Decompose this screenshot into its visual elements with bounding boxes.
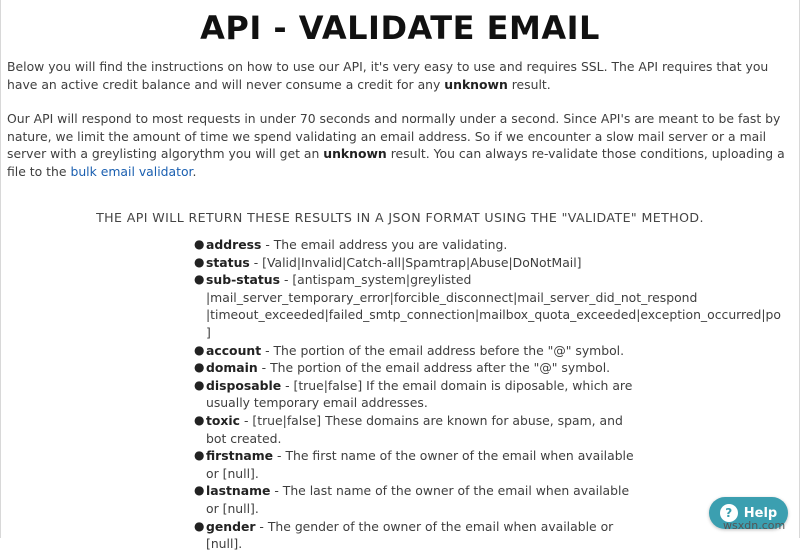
intro-p2-text: Our API will respond to most requests in under 70 seconds and normally under a second. Since API's are meant to be fast by nature, we limit the amount of time we spend validating an email address. So if we encounter a slow mail server or a mail server with a greylisting algorythm you will get an [7,111,781,161]
field-description: - The gender of the owner of the email when available or [null]. [206,518,614,552]
field-name: gender [206,518,256,534]
watermark: wsxdn.com [723,519,786,532]
bullet-icon: ● [194,272,205,287]
intro-paragraph-1 [1,58,799,93]
field-name: sub-status [206,272,280,288]
item-text [206,482,636,517]
field-description: - [true|false] If the email domain is diposable, which are usually temporary email addresses. [206,377,633,411]
field-description: - The portion of the email address after the "@" symbol. [257,360,611,376]
list-item [192,342,800,360]
intro-p2-end: . [192,163,197,179]
field-name: disposable [206,377,282,393]
field-name: firstname [206,448,274,464]
intro-p2-middle: result. You can always re-validate those conditions, uploading a file to the [7,146,785,179]
bullet-icon: ● [194,237,205,251]
field-name: status [206,254,250,270]
question-icon: ? [720,504,738,522]
field-description-line: ] [206,324,211,340]
help-label: Help [743,505,778,521]
field-description: - The portion of the email address before the "@" symbol. [261,342,625,358]
field-description: - The last name of the owner of the email when available or [null]. [206,483,630,516]
field-description: - [Valid|Invalid|Catch-all|Spamtrap|Abuse|DoNotMail] [249,254,582,270]
item-text [206,377,636,412]
page-title: API - VALIDATE EMAIL [200,9,600,47]
item-text [206,447,636,482]
field-description: - The email address you are validating. [261,237,508,252]
bullet-icon: ● [194,360,205,375]
bullet-icon: ● [194,448,205,463]
field-description: - The first name of the owner of the email when available or [null]. [206,448,634,481]
results-list [192,236,800,553]
field-description-line: |mail_server_temporary_error|forcible_disconnect|mail_server_did_not_respond [206,289,698,305]
field-description: - [true|false] These domains are known for abuse, spam, and bot created. [206,412,623,446]
list-item [192,412,800,447]
bullet-icon: ● [194,412,205,427]
bullet-icon: ● [194,518,205,533]
list-item [192,359,800,377]
intro-p2-bold: unknown [323,146,387,161]
results-heading: THE API WILL RETURN THESE RESULTS IN A JSON FORMAT USING THE "VALIDATE" METHOD. [96,210,704,225]
field-description-line: |timeout_exceeded|failed_smtp_connection|mailbox_quota_exceeded|exception_occurred|po [206,307,781,323]
item-text [206,518,636,553]
list-item [192,447,800,482]
field-name: address [206,237,262,252]
bullet-icon: ● [194,377,205,392]
intro-p1-end: result. [507,76,551,92]
list-item [192,271,800,341]
bullet-icon: ● [194,342,205,357]
field-name: toxic [206,412,241,428]
list-item [192,377,800,412]
bullet-icon: ● [194,254,205,269]
list-item [192,254,800,272]
field-name: account [206,342,262,358]
list-item [192,236,800,254]
intro-p1-text: Below you will find the instructions on how to use our API, it's very easy to use and requires SSL. The API requires that you have an active credit balance and will never consume a credit for any [7,59,769,92]
intro-paragraph-2 [1,110,799,180]
field-name: domain [206,360,258,376]
list-item [192,518,800,553]
intro-p1-bold: unknown [444,76,508,92]
field-name: lastname [206,483,271,499]
bullet-icon: ● [194,483,205,498]
item-text [206,412,636,447]
field-description: - [antispam_system|greylisted [280,272,472,288]
bulk-email-validator-link[interactable]: bulk email validator [70,163,193,179]
